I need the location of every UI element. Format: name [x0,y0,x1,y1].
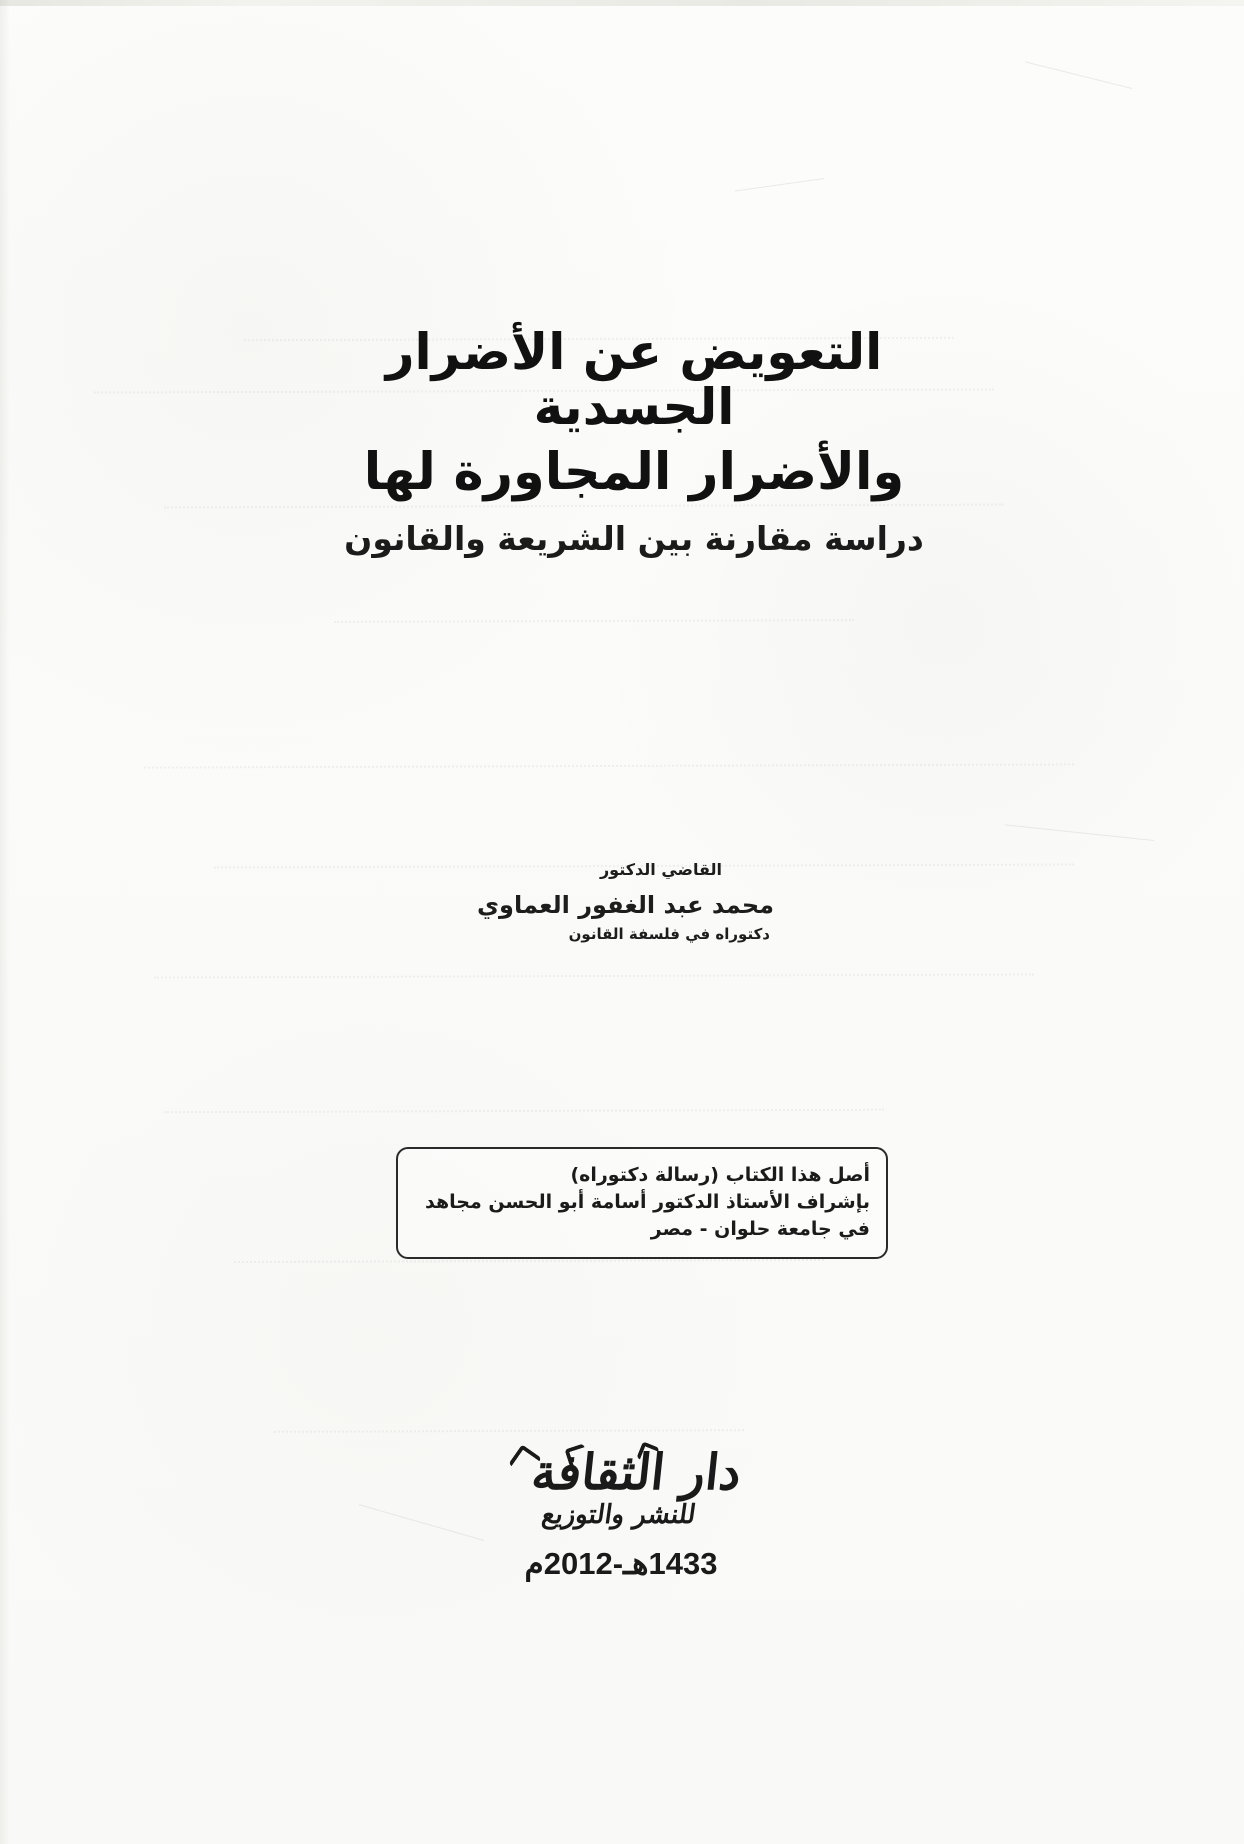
book-title-line-1: التعويض عن الأضرار الجسدية [385,323,883,436]
author-title: القاضي الدكتور [599,860,722,879]
author-degree: دكتوراه في فلسفة القانون [568,925,770,943]
publisher-logo-sub: للنشر والتوزيع [540,1500,699,1530]
note-line-1: أصل هذا الكتاب (رسالة دكتوراه) [570,1164,870,1186]
note-line-2: بإشراف الأستاذ الدكتور أسامة أبو الحسن مجاهد [425,1190,870,1213]
left-paper-shadow [0,0,10,1844]
show-through-line [334,619,854,641]
book-subtitle: دراسة مقارنة بين الشريعة والقانون [344,519,924,559]
paper-mark [359,1504,484,1541]
show-through-line [164,1109,884,1132]
publication-year: 1433هـ-2012م [524,1546,718,1581]
book-title-block [324,325,944,558]
book-title-line-2: والأضرار المجاورة لها [363,443,905,502]
dissertation-note-box [396,1147,888,1259]
author-block [454,860,774,943]
show-through-line [234,1259,824,1281]
paper-mark [1025,61,1132,89]
publisher-block [486,1440,756,1610]
show-through-line [144,763,1074,786]
show-through-line [154,973,1034,996]
top-paper-edge [0,0,1244,6]
paper-mark [1005,824,1154,841]
note-line-3: في جامعة حلوان - مصر [650,1217,870,1240]
author-name: محمد عبد الغفور العماوي [477,891,774,919]
paper-mark [735,178,824,192]
publisher-logo-main: دار الثقافة [529,1443,745,1501]
publisher-logo [491,1440,751,1542]
